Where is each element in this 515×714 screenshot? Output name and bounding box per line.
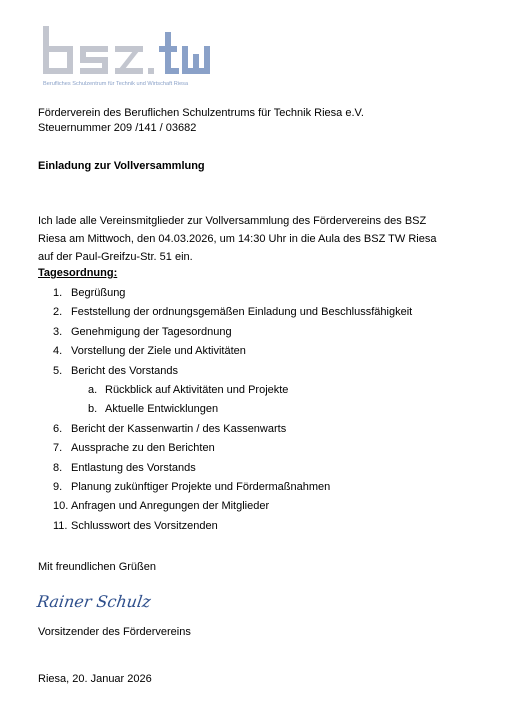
agenda-item-label: Bericht der Kassenwartin / des Kassenwarts	[71, 422, 287, 435]
agenda-item-label: Rückblick auf Aktivitäten und Projekte	[105, 384, 289, 396]
agenda-item-number: 5.	[53, 364, 63, 377]
agenda-item-number: 1.	[53, 287, 63, 299]
org-name: Förderverein des Beruflichen Schulzentrums für Technik Riesa e.V.	[38, 107, 364, 119]
agenda-item-number: 3.	[53, 325, 63, 338]
agenda-item-label: Vorstellung der Ziele und Aktivitäten	[71, 345, 246, 358]
bsz-logo	[40, 24, 210, 94]
agenda-item-number: 8.	[53, 461, 63, 474]
agenda-item-label: Planung zukünftiger Projekte und Fördermaßnahmen	[71, 481, 331, 493]
tax-number: Steuernummer 209 /141 / 03682	[38, 122, 197, 134]
agenda-item-number: 7.	[53, 442, 63, 455]
agenda-item-label: Begrüßung	[71, 287, 126, 299]
letter-subject: Einladung zur Vollversammlung	[38, 160, 205, 172]
agenda-item-label: Genehmigung der Tagesordnung	[71, 325, 232, 338]
agenda-item-label: Entlastung des Vorstands	[71, 461, 196, 474]
intro-line: Ich lade alle Vereinsmitglieder zur Vollversammlung des Fördervereins des BSZ	[38, 215, 427, 227]
agenda-item-number: 4.	[53, 345, 63, 358]
agenda-item-number: a.	[88, 384, 98, 396]
agenda-item-number: 11.	[53, 519, 68, 532]
agenda-title: Tagesordnung:	[38, 267, 118, 279]
agenda-item-number: 2.	[53, 306, 63, 319]
signer-role: Vorsitzender des Fördervereins	[38, 626, 191, 638]
logo-tagline: Berufliches Schulzentrum für Technik und Wirtschaft Riesa	[43, 81, 189, 87]
agenda-item-label: Aussprache zu den Berichten	[71, 442, 215, 455]
place-date: Riesa, 20. Januar 2026	[38, 673, 152, 685]
agenda-item-number: 6.	[53, 422, 63, 435]
agenda-item-number: 10.	[53, 500, 69, 513]
agenda-item-label: Aktuelle Entwicklungen	[105, 403, 219, 416]
signature-text: Rainer Schulz	[35, 592, 152, 611]
agenda-item-label: Feststellung der ordnungsgemäßen Einladung und Beschlussfähigkeit	[71, 306, 413, 319]
agenda-item-number: b.	[88, 403, 98, 416]
intro-line: auf der Paul-Greifzu-Str. 51 ein.	[38, 251, 193, 263]
intro-line: Riesa am Mittwoch, den 04.03.2026, um 14:30 Uhr in die Aula des BSZ TW Riesa	[38, 233, 437, 245]
agenda-item-label: Schlusswort des Vorsitzenden	[71, 519, 218, 532]
agenda-item-label: Bericht des Vorstands	[71, 364, 179, 377]
agenda-item-number: 9.	[53, 481, 63, 493]
closing-greeting: Mit freundlichen Grüßen	[38, 561, 156, 573]
handwritten-signature	[35, 588, 152, 614]
agenda-item-label: Anfragen und Anregungen der Mitglieder	[71, 500, 270, 513]
intro-paragraph	[38, 212, 478, 266]
